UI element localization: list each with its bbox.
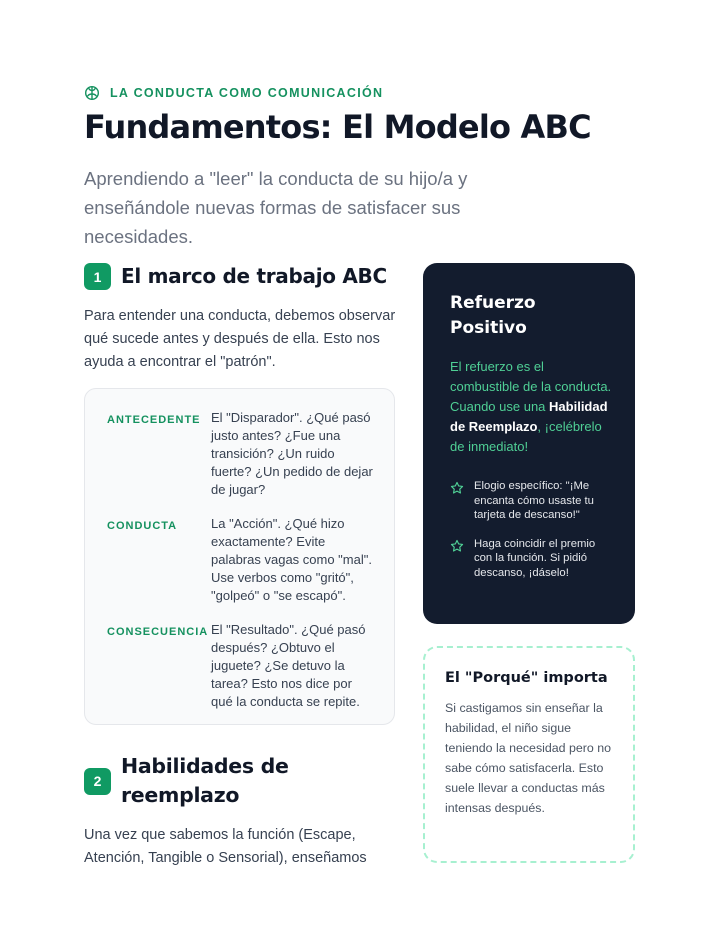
abc-row-consecuencia	[107, 621, 376, 711]
eyebrow-text: LA CONDUCTA COMO COMUNICACIÓN	[110, 86, 384, 100]
abc-label: CONDUCTA	[107, 520, 178, 532]
abc-label: CONSECUENCIA	[107, 626, 209, 638]
card-body-text: El refuerzo es el combustible de la conducta. Cuando use una	[450, 359, 612, 414]
abc-label: ANTECEDENTE	[107, 414, 201, 426]
section-number-badge: 2	[84, 768, 111, 795]
abc-row-conducta	[107, 515, 376, 605]
abc-text: El "Resultado". ¿Qué pasó después? ¿Obtuvo el juguete? ¿Se detuvo la tarea? Esto nos dice por qué la conducta se repite.	[211, 622, 366, 709]
section-title: Habilidades de reemplazo	[121, 754, 289, 807]
section-2-heading	[84, 752, 321, 810]
section-title: El marco de trabajo ABC	[121, 264, 387, 288]
list-item	[450, 537, 613, 581]
section-1-heading	[84, 262, 387, 291]
refuerzo-positivo-card	[423, 263, 635, 624]
abc-text: El "Disparador". ¿Qué pasó justo antes? ¿Fue una transición? ¿Un ruido fuerte? ¿Un pedido de dejar de jugar?	[211, 410, 373, 497]
section-2-body: Una vez que sabemos la función (Escape, Atención, Tangible o Sensorial), enseñamos	[84, 827, 367, 866]
page-title: Fundamentos: El Modelo ABC	[84, 108, 591, 146]
card-title: Refuerzo Positivo	[450, 293, 536, 338]
tips-list	[450, 479, 613, 580]
card-body	[450, 357, 613, 457]
card-body-text: , ¡celébrelo de inmediato!	[450, 419, 602, 454]
section-number-badge: 1	[84, 263, 111, 290]
section-1-body: Para entender una conducta, debemos observar qué sucede antes y después de ella. Esto nos ayuda a encontrar el "patrón".	[84, 308, 396, 370]
card-title: El "Porqué" importa	[445, 670, 608, 686]
star-icon	[450, 481, 464, 495]
abc-row-antecedente	[107, 409, 376, 499]
eyebrow	[84, 85, 383, 101]
page-subtitle: Aprendiendo a "leer" la conducta de su hijo/a y enseñándole nuevas formas de satisfacer sus necesidades.	[84, 168, 468, 247]
star-icon	[450, 539, 464, 553]
card-body: Si castigamos sin enseñar la habilidad, el niño sigue teniendo la necesidad pero no sabe cómo satisfacerla. Esto suele llevar a conductas más intensas después.	[445, 701, 612, 815]
abc-card	[84, 388, 395, 725]
abc-text: La "Acción". ¿Qué hizo exactamente? Evite palabras vagas como "mal". Use verbos como "gritó", "golpeó" o "se escapó".	[211, 516, 372, 603]
list-item-text: Elogio específico: "¡Me encanta cómo usaste tu tarjeta de descanso!"	[474, 480, 594, 521]
brain-icon	[84, 85, 100, 101]
card-body-emphasis: Habilidad de Reemplazo	[450, 399, 608, 434]
list-item-text: Haga coincidir el premio con la función. Si pidió descanso, ¡dáselo!	[474, 537, 596, 579]
list-item	[450, 479, 613, 523]
porque-importa-card	[423, 646, 635, 863]
